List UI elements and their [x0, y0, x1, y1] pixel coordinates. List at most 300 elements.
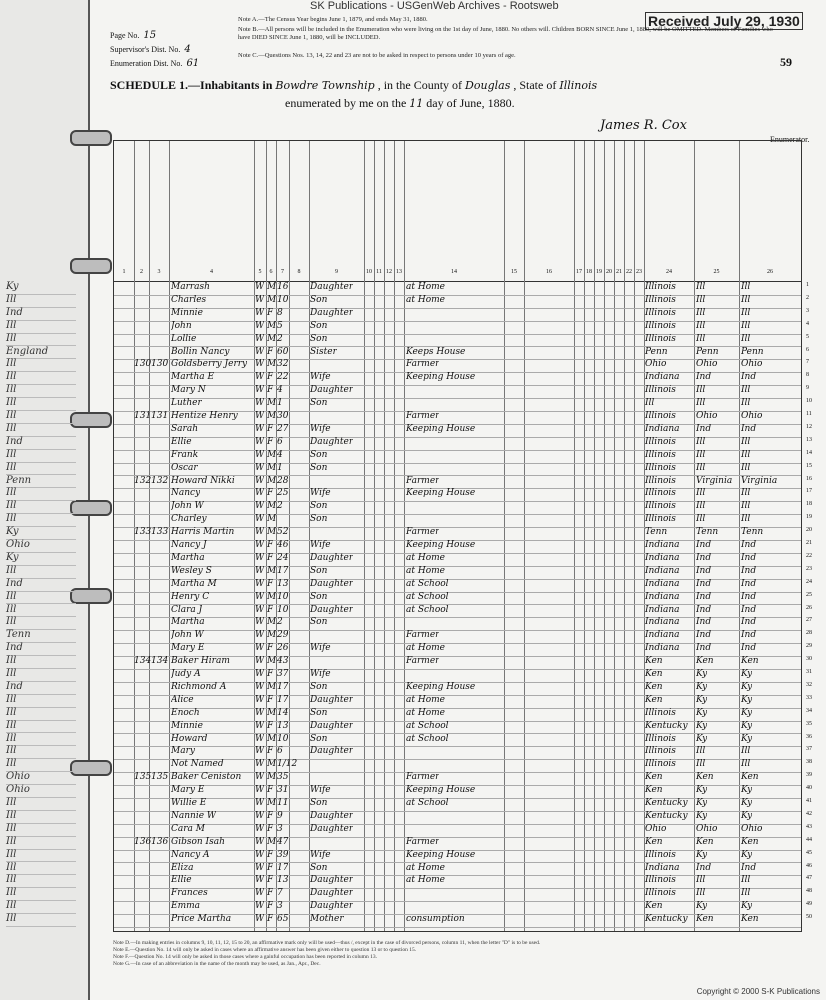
- row-number: 39: [806, 772, 812, 779]
- age: 6: [277, 436, 283, 447]
- mother-birthplace: Ill: [741, 875, 751, 886]
- table-row: [114, 514, 812, 528]
- occupation: Farmer: [406, 411, 440, 421]
- father-birthplace: Ill: [696, 307, 706, 318]
- occupation: Farmer: [406, 836, 440, 847]
- age: 10: [277, 294, 289, 305]
- stub-entry: Ind: [6, 436, 76, 450]
- color: W: [255, 488, 265, 499]
- person-name: Martha: [171, 617, 205, 628]
- age: 2: [277, 617, 283, 628]
- mother-birthplace: Ky: [741, 733, 753, 744]
- stub-entry: Ill: [6, 487, 76, 501]
- color: W: [255, 307, 265, 318]
- stub-entry: Ill: [6, 397, 76, 411]
- person-name: Nancy A: [171, 849, 210, 860]
- row-number: 46: [806, 862, 812, 869]
- father-birthplace: Ind: [696, 630, 712, 641]
- father-birthplace: Ill: [696, 449, 706, 460]
- relationship: Wife: [310, 785, 331, 796]
- table-row: [114, 578, 812, 593]
- stub-entry: Ill: [6, 900, 76, 914]
- color: W: [255, 333, 265, 344]
- table-row: [114, 772, 812, 786]
- mother-birthplace: Ill: [741, 488, 751, 499]
- census-table: [113, 140, 812, 932]
- age: 60: [277, 346, 289, 357]
- birthplace: Illinois: [645, 449, 676, 460]
- father-birthplace: Virginia: [696, 475, 733, 486]
- age: 1: [277, 462, 283, 473]
- column-number: 20: [606, 269, 612, 275]
- table-row: [114, 604, 812, 619]
- relationship: Son: [310, 320, 328, 331]
- stub-entry: Ill: [6, 423, 76, 437]
- relationship: Son: [310, 591, 328, 602]
- relationship: Son: [310, 294, 328, 305]
- mother-birthplace: Ill: [741, 307, 751, 318]
- birthplace: Ken: [645, 681, 663, 692]
- table-row: [114, 411, 812, 425]
- age: 17: [277, 862, 289, 873]
- table-row: [114, 488, 812, 502]
- father-birthplace: Ill: [696, 436, 706, 447]
- binder-ring-icon: [70, 760, 112, 776]
- mother-birthplace: Ind: [741, 423, 757, 434]
- mother-birthplace: Ky: [741, 810, 753, 821]
- person-name: John W: [171, 630, 204, 641]
- birthplace: Indiana: [645, 630, 680, 641]
- table-row: [114, 785, 812, 799]
- birthplace: Illinois: [645, 875, 676, 886]
- stub-entry: Ind: [6, 307, 76, 321]
- birthplace: Illinois: [645, 294, 676, 305]
- enumeration-date-line: enumerated by me on the 11 day of June, 1880.: [285, 96, 515, 110]
- sex: M: [267, 475, 277, 486]
- family-number: 133: [151, 527, 169, 538]
- stub-entry: Ill: [6, 604, 76, 618]
- birthplace: Indiana: [645, 591, 680, 602]
- sex: M: [267, 398, 277, 409]
- table-row: [114, 617, 812, 631]
- row-number: 12: [806, 423, 812, 430]
- color: W: [255, 694, 265, 705]
- stub-entry: Ill: [6, 565, 76, 579]
- birthplace: Kentucky: [645, 798, 688, 808]
- color: W: [255, 681, 265, 692]
- sex: F: [267, 604, 274, 615]
- sex: F: [267, 643, 274, 654]
- row-number: 31: [806, 669, 812, 675]
- stub-entry: Ohio: [6, 784, 76, 798]
- color: W: [255, 630, 265, 641]
- row-number: 21: [806, 540, 812, 546]
- color: W: [255, 746, 265, 757]
- person-name: Gibson Isah: [171, 836, 225, 847]
- note-e: Note E.—Question No. 14 will only be asked in cases where an affirmative answer has been given either to question 13 or to question 15.: [113, 947, 417, 953]
- person-name: Oscar: [171, 462, 198, 473]
- father-birthplace: Penn: [696, 346, 719, 357]
- father-birthplace: Ken: [696, 656, 714, 667]
- father-birthplace: Ill: [696, 385, 706, 396]
- stub-entry: Ind: [6, 642, 76, 656]
- row-number: 35: [806, 720, 812, 727]
- column-number: 7: [281, 269, 284, 275]
- stub-entry: Ill: [6, 500, 76, 514]
- father-birthplace: Ill: [696, 501, 706, 512]
- row-number: 17: [806, 488, 812, 495]
- father-birthplace: Tenn: [696, 527, 719, 538]
- relationship: Son: [310, 398, 328, 409]
- column-number: 10: [366, 269, 372, 275]
- column-number: 25: [713, 269, 720, 275]
- row-number: 10: [806, 398, 812, 405]
- person-name: Cara M: [171, 823, 205, 834]
- father-birthplace: Ky: [696, 849, 708, 860]
- page-number: 59: [780, 55, 792, 69]
- mother-birthplace: Ind: [741, 372, 757, 383]
- occupation: at Home: [406, 552, 445, 563]
- table-row: [114, 746, 812, 760]
- mother-birthplace: Ind: [741, 591, 757, 602]
- birthplace: Ken: [645, 694, 663, 705]
- mother-birthplace: Ky: [741, 669, 753, 679]
- mother-birthplace: Ill: [741, 888, 751, 899]
- row-number: 1: [806, 282, 809, 288]
- sex: F: [267, 436, 274, 447]
- birthplace: Illinois: [645, 707, 676, 718]
- person-name: Baker Hiram: [171, 656, 230, 667]
- relationship: Daughter: [310, 694, 354, 705]
- person-name: Henry C: [171, 591, 210, 602]
- table-row: [114, 630, 812, 644]
- birthplace: Illinois: [645, 514, 676, 525]
- person-name: Martha E: [171, 372, 215, 383]
- mother-birthplace: Tenn: [741, 527, 764, 538]
- table-row: [114, 294, 809, 309]
- birthplace: Illinois: [645, 733, 676, 744]
- row-number: 2: [806, 294, 809, 301]
- father-birthplace: Ill: [696, 759, 706, 770]
- column-number: 14: [451, 269, 457, 275]
- row-number: 20: [806, 527, 812, 534]
- sex: M: [267, 501, 277, 512]
- received-stamp: Received July 29, 1930: [645, 12, 803, 30]
- row-number: 28: [806, 630, 812, 637]
- person-name: Baker Ceniston: [171, 772, 242, 783]
- age: 11: [277, 798, 289, 808]
- enumerator-label: Enumerator.: [770, 135, 810, 144]
- occupation: at Home: [406, 643, 445, 654]
- sex: M: [267, 798, 277, 808]
- stub-entry: Ind: [6, 681, 76, 695]
- occupation: at Home: [406, 694, 445, 705]
- occupation: Farmer: [406, 359, 440, 370]
- father-birthplace: Ind: [696, 591, 712, 602]
- sex: F: [267, 669, 274, 679]
- sex: M: [267, 630, 277, 641]
- column-number: 8: [297, 269, 301, 275]
- father-birthplace: Ind: [696, 565, 712, 576]
- stub-entry: Ill: [6, 449, 76, 463]
- schedule-heading: SCHEDULE 1.—Inhabitants in Bowdre Township , in the County of Douglas , State of Illinois: [110, 78, 598, 92]
- row-number: 11: [806, 411, 812, 417]
- birthplace: Ken: [645, 656, 663, 667]
- binder-ring-icon: [70, 588, 112, 604]
- person-name: Nannie W: [171, 810, 217, 821]
- row-number: 23: [806, 565, 812, 572]
- person-name: Mary: [171, 746, 195, 757]
- row-number: 24: [806, 578, 812, 585]
- color: W: [255, 849, 265, 860]
- stub-entry: Ill: [6, 371, 76, 385]
- occupation: Farmer: [406, 772, 440, 783]
- relationship: Son: [310, 514, 328, 525]
- sex: F: [267, 888, 274, 899]
- person-name: Frances: [171, 888, 208, 899]
- age: 1/12: [277, 759, 298, 770]
- birthplace: Tenn: [645, 527, 668, 538]
- column-number: 17: [576, 269, 582, 275]
- row-number: 33: [806, 694, 812, 701]
- birthplace: Illinois: [645, 501, 676, 512]
- stub-entry: Ill: [6, 887, 76, 901]
- occupation: at School: [406, 578, 449, 589]
- father-birthplace: Ind: [696, 617, 712, 628]
- sex: F: [267, 720, 274, 731]
- age: 17: [277, 565, 289, 576]
- father-birthplace: Ohio: [696, 823, 718, 834]
- row-number: 29: [806, 643, 812, 650]
- mother-birthplace: Ind: [741, 565, 757, 576]
- table-row: [114, 694, 812, 709]
- mother-birthplace: Ill: [741, 759, 751, 770]
- birthplace: Indiana: [645, 862, 680, 873]
- stub-entry: Ky: [6, 526, 76, 540]
- father-birthplace: Ill: [696, 398, 706, 409]
- sex: F: [267, 875, 274, 886]
- sex: F: [267, 746, 274, 757]
- person-name: Harris Martin: [171, 527, 235, 538]
- person-name: Sarah: [171, 423, 198, 434]
- age: 16: [277, 282, 289, 292]
- birthplace: Penn: [645, 346, 668, 357]
- relationship: Son: [310, 862, 328, 873]
- birthplace: Illinois: [645, 475, 676, 486]
- birthplace: Illinois: [645, 746, 676, 757]
- occupation: at School: [406, 720, 449, 731]
- occupation: at Home: [406, 294, 445, 305]
- birthplace: Kentucky: [645, 810, 688, 821]
- note-d: Note D.—In making entries in columns 9, 10, 11, 12, 15 to 20, an affirmative mark only will be used—thus /, except in the case of divorced persons, column 11, when the letter "D" is to be used.: [113, 940, 541, 946]
- age: 3: [277, 901, 283, 912]
- age: 25: [277, 488, 289, 499]
- row-number: 22: [806, 552, 812, 559]
- age: 52: [277, 527, 289, 538]
- dwelling-number: 135: [134, 772, 152, 783]
- occupation: Keeping House: [406, 849, 476, 860]
- table-row: [114, 810, 812, 825]
- age: 9: [277, 810, 283, 821]
- note-f: Note F.—Question No. 14 will only be asked in those cases where a gainful occupation has been reported in column 13.: [113, 954, 377, 960]
- sex: M: [267, 772, 277, 783]
- table-row: [114, 720, 812, 735]
- mother-birthplace: Ky: [741, 720, 753, 731]
- row-number: 49: [806, 901, 812, 908]
- stub-entry: Ill: [6, 874, 76, 888]
- color: W: [255, 759, 265, 770]
- row-number: 43: [806, 823, 812, 830]
- row-number: 3: [806, 307, 809, 314]
- table-row: [114, 449, 812, 464]
- birthplace: Illinois: [645, 385, 676, 396]
- stub-entry: Ohio: [6, 771, 76, 785]
- family-number: 130: [151, 359, 169, 370]
- table-row: [114, 875, 812, 889]
- age: 17: [277, 694, 289, 705]
- table-row: [114, 320, 809, 335]
- occupation: Farmer: [406, 630, 440, 641]
- person-name: John: [171, 320, 192, 331]
- mother-birthplace: Ill: [741, 436, 751, 447]
- row-number: 4: [806, 320, 809, 327]
- table-row: [114, 423, 812, 438]
- row-number: 18: [806, 501, 812, 508]
- column-number: 4: [210, 269, 213, 275]
- person-name: Luther: [171, 398, 202, 409]
- color: W: [255, 888, 265, 899]
- dwelling-number: 134: [134, 656, 152, 667]
- father-birthplace: Ky: [696, 707, 708, 718]
- birthplace: Ohio: [645, 823, 667, 834]
- age: 1: [277, 398, 283, 409]
- color: W: [255, 823, 265, 834]
- mother-birthplace: Ky: [741, 849, 753, 860]
- age: 8: [277, 307, 283, 318]
- father-birthplace: Ill: [696, 875, 706, 886]
- stub-entry: Ill: [6, 591, 76, 605]
- table-row: [114, 591, 812, 606]
- table-row: [114, 901, 812, 915]
- table-row: [114, 643, 812, 657]
- color: W: [255, 294, 265, 305]
- row-number: 48: [806, 888, 812, 895]
- mother-birthplace: Ind: [741, 552, 757, 563]
- age: 4: [277, 449, 283, 460]
- age: 3: [277, 823, 283, 834]
- enumeration-line: Enumeration Dist. No. 61: [110, 58, 200, 69]
- occupation: Farmer: [406, 656, 440, 667]
- relationship: Wife: [310, 669, 331, 679]
- color: W: [255, 385, 265, 396]
- color: W: [255, 733, 265, 744]
- color: W: [255, 501, 265, 512]
- row-number: 44: [806, 836, 812, 843]
- row-number: 30: [806, 656, 812, 663]
- column-number: 1: [122, 269, 126, 275]
- stub-entry: Ill: [6, 797, 76, 811]
- stub-entry: Ill: [6, 294, 76, 308]
- birthplace: Illinois: [645, 888, 676, 899]
- stub-entry: Ill: [6, 823, 76, 837]
- dwelling-number: 130: [134, 359, 152, 370]
- person-name: Alice: [171, 694, 194, 705]
- birthplace: Ken: [645, 836, 663, 847]
- relationship: Son: [310, 798, 328, 808]
- stub-entry: Ill: [6, 410, 76, 424]
- stub-entry: Ill: [6, 616, 76, 630]
- table-row: [114, 307, 809, 322]
- table-row: [114, 733, 812, 748]
- table-row: [114, 475, 812, 490]
- birthplace: Indiana: [645, 604, 680, 615]
- birthplace: Illinois: [645, 759, 676, 770]
- birthplace: Ill: [645, 398, 655, 409]
- relationship: Mother: [310, 914, 344, 925]
- person-name: Martha: [171, 552, 205, 563]
- row-number: 9: [806, 385, 809, 392]
- age: 65: [277, 914, 289, 925]
- column-number: 5: [258, 269, 262, 275]
- row-number: 7: [806, 359, 809, 366]
- row-number: 37: [806, 746, 812, 753]
- color: W: [255, 798, 265, 808]
- birthplace: Illinois: [645, 849, 676, 860]
- column-number: 26: [767, 269, 773, 275]
- column-number: 2: [140, 269, 143, 275]
- age: 31: [277, 785, 289, 796]
- mother-birthplace: Ind: [741, 578, 757, 589]
- sex: M: [267, 462, 277, 473]
- relationship: Daughter: [310, 436, 354, 447]
- relationship: Daughter: [310, 282, 354, 292]
- dwelling-number: 131: [134, 411, 152, 421]
- row-number: 42: [806, 810, 812, 817]
- relationship: Daughter: [310, 720, 354, 731]
- color: W: [255, 398, 265, 409]
- binder-ring-icon: [70, 258, 112, 274]
- color: W: [255, 720, 265, 731]
- supervisor-line: Supervisor's Dist. No. 4: [110, 44, 191, 55]
- person-name: Marrash: [171, 282, 210, 292]
- age: 35: [277, 772, 289, 783]
- color: W: [255, 914, 265, 925]
- row-number: 26: [806, 604, 812, 611]
- sex: F: [267, 372, 274, 383]
- color: W: [255, 875, 265, 886]
- mother-birthplace: Ill: [741, 398, 751, 409]
- sex: M: [267, 359, 277, 370]
- father-birthplace: Ken: [696, 836, 714, 847]
- sex: M: [267, 514, 277, 525]
- archive-banner: SK Publications - USGenWeb Archives - Rootsweb: [310, 0, 559, 12]
- relationship: Wife: [310, 540, 331, 550]
- color: W: [255, 372, 265, 383]
- stub-entry: Ill: [6, 733, 76, 747]
- age: 6: [277, 746, 283, 757]
- age: 39: [277, 849, 289, 860]
- color: W: [255, 552, 265, 563]
- mother-birthplace: Ken: [741, 836, 759, 847]
- age: 13: [277, 720, 289, 731]
- person-name: Minnie: [171, 720, 203, 731]
- mother-birthplace: Ky: [741, 798, 753, 808]
- stub-entry: Ill: [6, 849, 76, 863]
- stub-entry: Ill: [6, 333, 76, 347]
- father-birthplace: Ind: [696, 552, 712, 563]
- age: 26: [277, 643, 289, 654]
- table-row: [114, 759, 812, 773]
